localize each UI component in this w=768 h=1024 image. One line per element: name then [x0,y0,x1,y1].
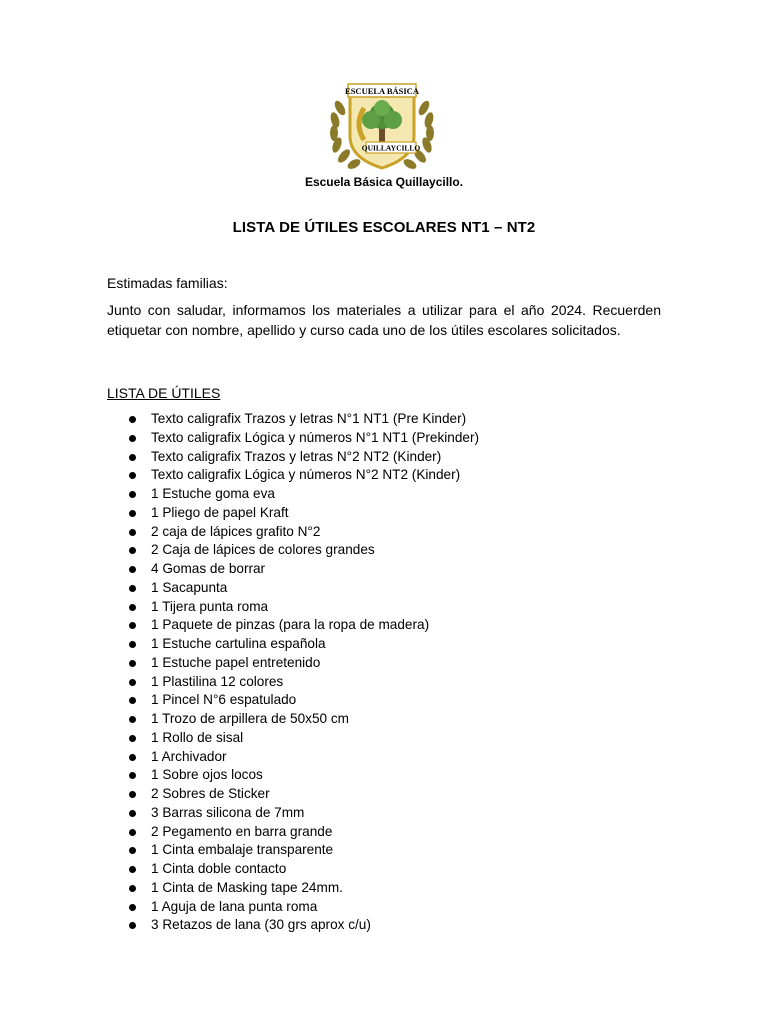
list-item-label: 2 Pegamento en barra grande [151,823,333,839]
bullet-icon [129,416,136,423]
list-item [0,691,479,710]
greeting-text: Estimadas familias: [107,275,228,291]
bullet-icon [129,772,136,779]
bullet-icon [129,529,136,536]
bullet-icon [129,810,136,817]
logo-text-top: ESCUELA BÁSICA [345,86,419,96]
list-item [0,710,479,729]
bullet-icon [129,847,136,854]
list-item [0,673,479,692]
school-name: Escuela Básica Quillaycillo. [304,175,464,189]
bullet-icon [129,829,136,836]
list-item-label: 2 caja de lápices grafito N°2 [151,523,321,539]
list-item [0,898,479,917]
bullet-icon [129,454,136,461]
bullet-icon [129,585,136,592]
list-item [0,748,479,767]
school-logo [322,78,442,174]
bullet-icon [129,435,136,442]
list-item-label: 1 Pliego de papel Kraft [151,504,289,520]
list-item-label: 1 Sacapunta [151,579,228,595]
list-item-label: 1 Cinta de Masking tape 24mm. [151,879,343,895]
list-item [0,560,479,579]
list-item [0,429,479,448]
list-item [0,916,479,935]
list-item-label: 1 Rollo de sisal [151,729,244,745]
list-item-label: 3 Barras silicona de 7mm [151,804,305,820]
list-item-label: 1 Archivador [151,748,227,764]
list-item [0,804,479,823]
list-item [0,579,479,598]
bullet-icon [129,754,136,761]
list-item [0,523,479,542]
bullet-icon [129,697,136,704]
list-item [0,823,479,842]
bullet-icon [129,510,136,517]
list-item [0,635,479,654]
list-item-label: 1 Sobre ojos locos [151,767,263,783]
list-item [0,466,479,485]
list-item [0,616,479,635]
document-title: LISTA DE ÚTILES ESCOLARES NT1 – NT2 [232,219,536,236]
list-item-label: Texto caligrafix Lógica y números N°2 NT2 (Kinder) [151,467,461,483]
list-item-label: 1 Trozo de arpillera de 50x50 cm [151,711,349,726]
list-item-label: Texto caligrafix Trazos y letras N°1 NT1 (Pre Kinder) [151,411,467,426]
list-item [0,598,479,617]
intro-paragraph: Junto con saludar, informamos los materiales a utilizar para el año 2024. Recuerden etiquetar con nombre, apellido y curso cada uno de los útiles escolares solicitados. [107,302,661,338]
bullet-icon [129,491,136,498]
list-item-label: 1 Estuche goma eva [151,486,275,501]
list-item-label: 1 Estuche cartulina española [151,636,326,651]
list-item-label: 2 Caja de lápices de colores grandes [151,542,375,558]
list-item-label: 1 Aguja de lana punta roma [151,898,318,914]
list-item-label: Texto caligrafix Lógica y números N°1 NT1 (Prekinder) [151,429,480,445]
bullet-icon [129,866,136,873]
list-item [0,860,479,879]
bullet-icon [129,604,136,611]
list-item [0,541,479,560]
bullet-icon [129,566,136,573]
list-item [0,785,479,804]
list-item [0,766,479,785]
bullet-icon [129,922,136,929]
list-item-label: 1 Cinta doble contacto [151,861,287,876]
list-item-label: 1 Pincel N°6 espatulado [151,692,297,708]
logo-text-bottom: QUILLAYCILLO [361,143,421,153]
list-item-label: 4 Gomas de borrar [151,561,266,576]
bullet-icon [129,904,136,911]
bullet-icon [129,679,136,686]
bullet-icon [129,660,136,667]
list-item-label: 1 Cinta embalaje transparente [151,842,334,858]
list-item [0,841,479,860]
bullet-icon [129,735,136,742]
list-item-label: 1 Plastilina 12 colores [151,673,284,689]
list-item [0,879,479,898]
supply-list [0,410,479,935]
list-item [0,654,479,673]
bullet-icon [129,716,136,723]
bullet-icon [129,641,136,648]
list-item [0,448,479,467]
list-item-label: 1 Estuche papel entretenido [151,654,321,670]
list-heading: LISTA DE ÚTILES [107,385,221,401]
bullet-icon [129,472,136,479]
bullet-icon [129,622,136,629]
list-item [0,504,479,523]
bullet-icon [129,885,136,892]
list-item [0,485,479,504]
bullet-icon [129,547,136,554]
list-item-label: 1 Tijera punta roma [151,598,269,614]
bullet-icon [129,791,136,798]
list-item-label: 2 Sobres de Sticker [151,786,270,801]
list-item-label: 1 Paquete de pinzas (para la ropa de madera) [151,617,430,633]
list-item-label: Texto caligrafix Trazos y letras N°2 NT2 (Kinder) [151,448,442,464]
list-item [0,410,479,429]
list-item-label: 3 Retazos de lana (30 grs aprox c/u) [151,917,371,933]
list-item [0,729,479,748]
